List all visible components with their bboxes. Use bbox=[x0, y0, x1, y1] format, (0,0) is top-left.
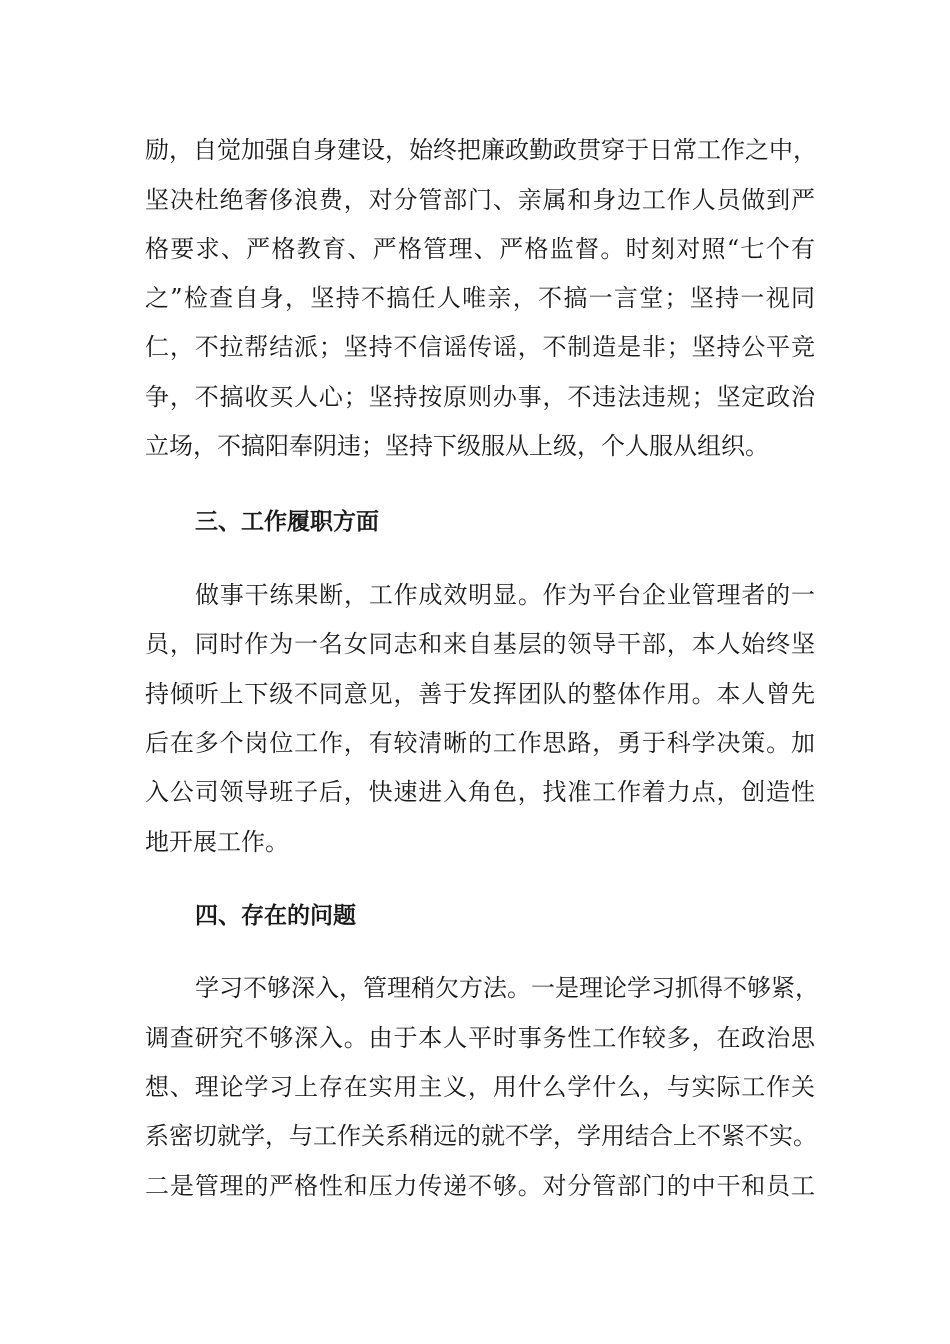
body-text-line: 调查研究不够深入。由于本人平时事务性工作较多，在政治思 bbox=[145, 1024, 815, 1052]
body-text-line: 做事干练果断，工作成效明显。作为平台企业管理者的一 bbox=[195, 581, 815, 609]
body-text-line: 争，不搞收买人心；坚持按原则办事，不违法违规；坚定政治 bbox=[145, 383, 815, 411]
section-heading: 四、存在的问题 bbox=[195, 903, 356, 929]
body-text-line: 系密切就学，与工作关系稍远的就不学，学用结合上不紧不实。 bbox=[145, 1122, 817, 1150]
body-text-line: 入公司领导班子后，快速进入角色，找准工作着力点，创造性 bbox=[145, 778, 815, 806]
body-text-line: 格要求、严格教育、严格管理、严格监督。时刻对照“七个有 bbox=[145, 235, 815, 263]
body-text-line: 励，自觉加强自身建设，始终把廉政勤政贯穿于日常工作之中， bbox=[145, 136, 817, 164]
body-text-line: 之”检查自身，坚持不搞任人唯亲，不搞一言堂；坚持一视同 bbox=[145, 284, 815, 312]
body-text-line: 持倾听上下级不同意见，善于发挥团队的整体作用。本人曾先 bbox=[145, 680, 815, 708]
body-text-line: 员，同时作为一名女同志和来自基层的领导干部，本人始终坚 bbox=[145, 630, 815, 658]
body-text-line: 二是管理的严格性和压力传递不够。对分管部门的中干和员工 bbox=[145, 1172, 815, 1200]
body-text-line: 仁，不拉帮结派；坚持不信谣传谣，不制造是非；坚持公平竞 bbox=[145, 333, 815, 361]
body-text-line: 想、理论学习上存在实用主义，用什么学什么，与实际工作关 bbox=[145, 1073, 815, 1101]
body-text-line: 学习不够深入，管理稍欠方法。一是理论学习抓得不够紧， bbox=[195, 974, 819, 1002]
body-text-line: 后在多个岗位工作，有较清晰的工作思路，勇于科学决策。加 bbox=[145, 729, 815, 757]
body-text-line: 地开展工作。 bbox=[145, 828, 289, 856]
body-text-line: 坚决杜绝奢侈浪费，对分管部门、亲属和身边工作人员做到严 bbox=[145, 186, 815, 214]
section-heading: 三、工作履职方面 bbox=[195, 509, 379, 535]
body-text-line: 立场，不搞阳奉阴违；坚持下级服从上级，个人服从组织。 bbox=[145, 432, 769, 460]
